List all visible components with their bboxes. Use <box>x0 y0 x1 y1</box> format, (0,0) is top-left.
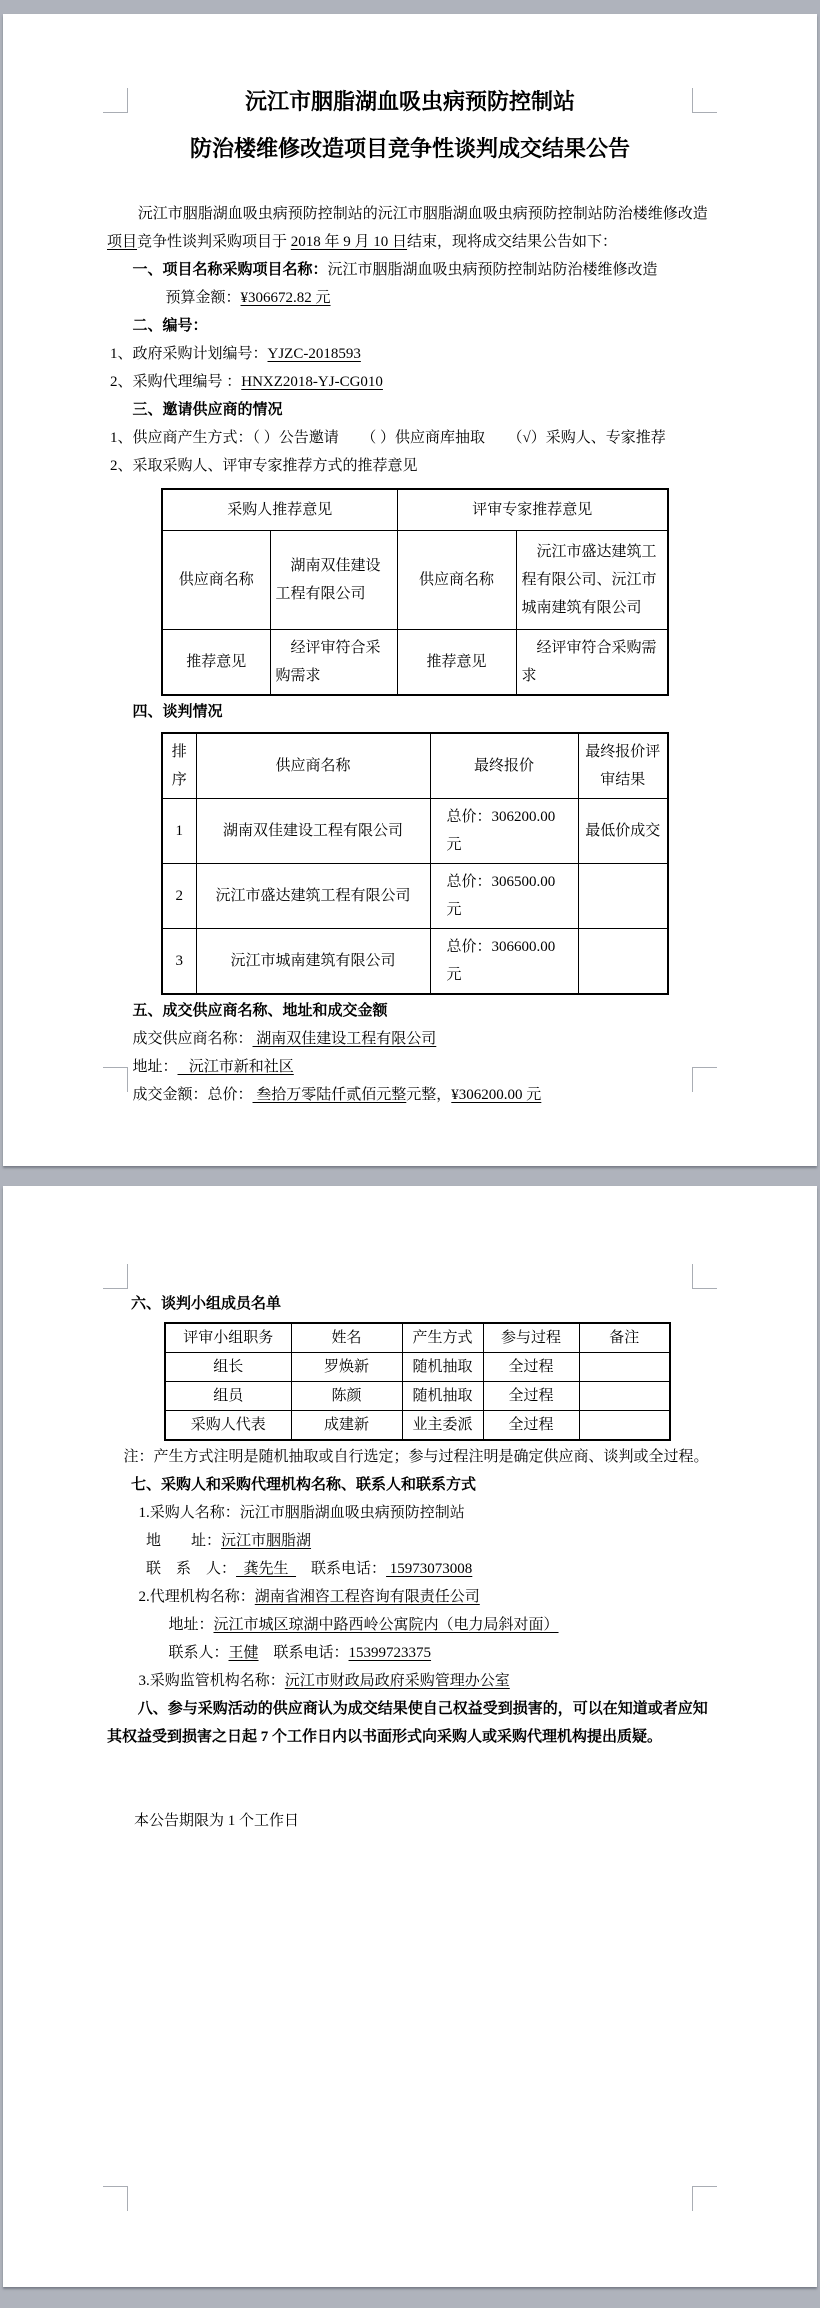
remark-cell <box>579 1353 670 1382</box>
table-row <box>165 1382 670 1411</box>
supplier-cell: 沅江市城南建筑有限公司 <box>196 929 430 995</box>
final-price-header: 最终报价 <box>430 733 578 799</box>
table-row <box>162 630 668 696</box>
regulator-line: 3.采购监管机构名称：沅江市财政局政府采购管理办公室 <box>138 1673 510 1689</box>
rank-cell: 3 <box>162 929 196 995</box>
recommendation-table <box>161 488 669 696</box>
doc-title-line-1: 沅江市胭脂湖血吸虫病预防控制站 <box>244 89 575 114</box>
result-cell: 最低价成交 <box>578 799 668 864</box>
negotiation-table <box>161 732 669 995</box>
purchaser-opinion: 经评审符合采购需求 <box>270 630 397 696</box>
process-cell: 全过程 <box>483 1411 579 1441</box>
rank-cell: 2 <box>162 864 196 929</box>
table-row <box>162 864 668 929</box>
section-1-heading: 一、项目名称采购项目名称：沅江市胭脂湖血吸虫病预防控制站防治楼维修改造 <box>132 262 658 278</box>
process-cell: 全过程 <box>483 1353 579 1382</box>
process-cell: 全过程 <box>483 1382 579 1411</box>
supplier-name-label: 供应商名称 <box>162 531 270 630</box>
table-header-row <box>162 733 668 799</box>
recommend-method-line: 2、采取采购人、评审专家推荐方式的推荐意见 <box>110 458 418 474</box>
result-cell <box>578 929 668 995</box>
purchaser-name-line: 1.采购人名称：沅江市胭脂湖血吸虫病预防控制站 <box>138 1505 465 1521</box>
section-7-heading: 七、采购人和采购代理机构名称、联系人和联系方式 <box>131 1477 477 1493</box>
agency-number-line: 2、采购代理编号 ：HNXZ2018-YJ-CG010 <box>110 374 383 390</box>
section-3-heading: 三、邀请供应商的情况 <box>132 402 283 418</box>
supplier-name-label: 供应商名称 <box>397 531 516 630</box>
method-cell: 随机抽取 <box>402 1353 483 1382</box>
role-cell: 采购人代表 <box>165 1411 291 1441</box>
table-row <box>165 1353 670 1382</box>
section-8-complaint-paragraph: 八、参与采购活动的供应商认为成交结果使自己权益受到损害的，可以在知道或者应知其权益受到损害之日起 7 个工作日内以书面形式向采购人或采购代理机构提出质疑。 <box>107 1701 708 1745</box>
crop-mark-bottom-right <box>692 1067 717 1092</box>
budget-line: 预算金额：¥306672.82 元 <box>165 290 331 306</box>
table-row <box>162 489 668 531</box>
method-cell: 业主委派 <box>402 1411 483 1441</box>
purchaser-recommended-supplier: 湖南双佳建设工程有限公司 <box>270 531 397 630</box>
table-header-row <box>165 1323 670 1353</box>
agent-name-line: 2.代理机构名称：湖南省湘咨工程咨询有限责任公司 <box>138 1589 480 1605</box>
role-cell: 组员 <box>165 1382 291 1411</box>
name-cell: 罗焕新 <box>291 1353 402 1382</box>
price-cell: 总价：306200.00 元 <box>430 799 578 864</box>
panel-note-line: 注：产生方式注明是随机抽取或自行选定；参与过程注明是确定供应商、谈判或全过程。 <box>123 1449 709 1465</box>
purchaser-contact-line: 联 系 人： 龚先生 联系电话： 15973073008 <box>146 1561 473 1577</box>
section-5-heading: 五、成交供应商名称、地址和成交金额 <box>132 1003 388 1019</box>
supplier-cell: 沅江市盛达建筑工程有限公司 <box>196 864 430 929</box>
doc-title-line-2: 防治楼维修改造项目竞争性谈判成交结果公告 <box>189 136 630 161</box>
name-header: 姓名 <box>291 1323 402 1353</box>
result-cell <box>578 864 668 929</box>
expert-opinion: 经评审符合采购需求 <box>516 630 668 696</box>
price-cell: 总价：306600.00 元 <box>430 929 578 995</box>
intro-paragraph: 沅江市胭脂湖血吸虫病预防控制站的沅江市胭脂湖血吸虫病预防控制站防治楼维修改造项目竞争性谈判采购项目于 2018 年 9 月 10 日结束，现将成交结果公告如下： <box>107 206 708 250</box>
table-row <box>165 1411 670 1441</box>
supplier-cell: 湖南双佳建设工程有限公司 <box>196 799 430 864</box>
page-1-content <box>3 14 817 1109</box>
remark-cell <box>579 1411 670 1441</box>
validity-line: 本公告期限为 1 个工作日 <box>134 1813 300 1829</box>
crop-mark-top-left <box>103 1264 128 1289</box>
document-title <box>107 14 713 172</box>
name-cell: 成建新 <box>291 1411 402 1441</box>
page-1 <box>3 14 817 1166</box>
table-row <box>162 531 668 630</box>
crop-mark-bottom-left <box>103 1067 128 1092</box>
plan-number-line: 1、政府采购计划编号：YJZC-2018593 <box>110 346 361 362</box>
role-header: 评审小组职务 <box>165 1323 291 1353</box>
deal-amount-line: 成交金额：总价： 叁拾万零陆仟贰佰元整元整，¥306200.00 元 <box>132 1087 542 1103</box>
crop-mark-top-left <box>103 88 128 113</box>
table-row <box>162 929 668 995</box>
role-cell: 组长 <box>165 1353 291 1382</box>
recommend-opinion-label: 推荐意见 <box>162 630 270 696</box>
name-cell: 陈颜 <box>291 1382 402 1411</box>
page-2 <box>3 1186 817 2287</box>
winner-name-line: 成交供应商名称： 湖南双佳建设工程有限公司 <box>132 1031 437 1047</box>
table-row <box>162 799 668 864</box>
crop-mark-bottom-left <box>103 2186 128 2211</box>
section-2-heading: 二、编号： <box>132 318 208 334</box>
panel-table <box>164 1322 671 1441</box>
method-cell: 随机抽取 <box>402 1382 483 1411</box>
crop-mark-top-right <box>692 88 717 113</box>
section-4-heading: 四、谈判情况 <box>132 704 223 720</box>
agent-contact-line: 联系人：王健 联系电话：15399723375 <box>168 1645 432 1661</box>
purchaser-recommend-header: 采购人推荐意见 <box>162 489 397 531</box>
crop-mark-bottom-right <box>692 2186 717 2211</box>
remark-cell <box>579 1382 670 1411</box>
crop-mark-top-right <box>692 1264 717 1289</box>
agent-address-line: 地址：沅江市城区琼湖中路西岭公寓院内（电力局斜对面） <box>168 1617 559 1633</box>
rank-header: 排序 <box>162 733 196 799</box>
rank-cell: 1 <box>162 799 196 864</box>
process-header: 参与过程 <box>483 1323 579 1353</box>
supplier-method-line: 1、供应商产生方式：（ ）公告邀请 （ ）供应商库抽取 （√）采购人、专家推荐 <box>110 430 666 446</box>
expert-recommended-suppliers: 沅江市盛达建筑工程有限公司、沅江市城南建筑有限公司 <box>516 531 668 630</box>
purchaser-address-line: 地 址：沅江市胭脂湖 <box>146 1533 312 1549</box>
section-6-heading: 六、谈判小组成员名单 <box>131 1296 282 1312</box>
price-cell: 总价：306500.00 元 <box>430 864 578 929</box>
method-header: 产生方式 <box>402 1323 483 1353</box>
expert-recommend-header: 评审专家推荐意见 <box>397 489 668 531</box>
supplier-header: 供应商名称 <box>196 733 430 799</box>
recommend-opinion-label: 推荐意见 <box>397 630 516 696</box>
remark-header: 备注 <box>579 1323 670 1353</box>
result-header: 最终报价评审结果 <box>578 733 668 799</box>
winner-address-line: 地址： 沅江市新和社区 <box>132 1059 294 1075</box>
